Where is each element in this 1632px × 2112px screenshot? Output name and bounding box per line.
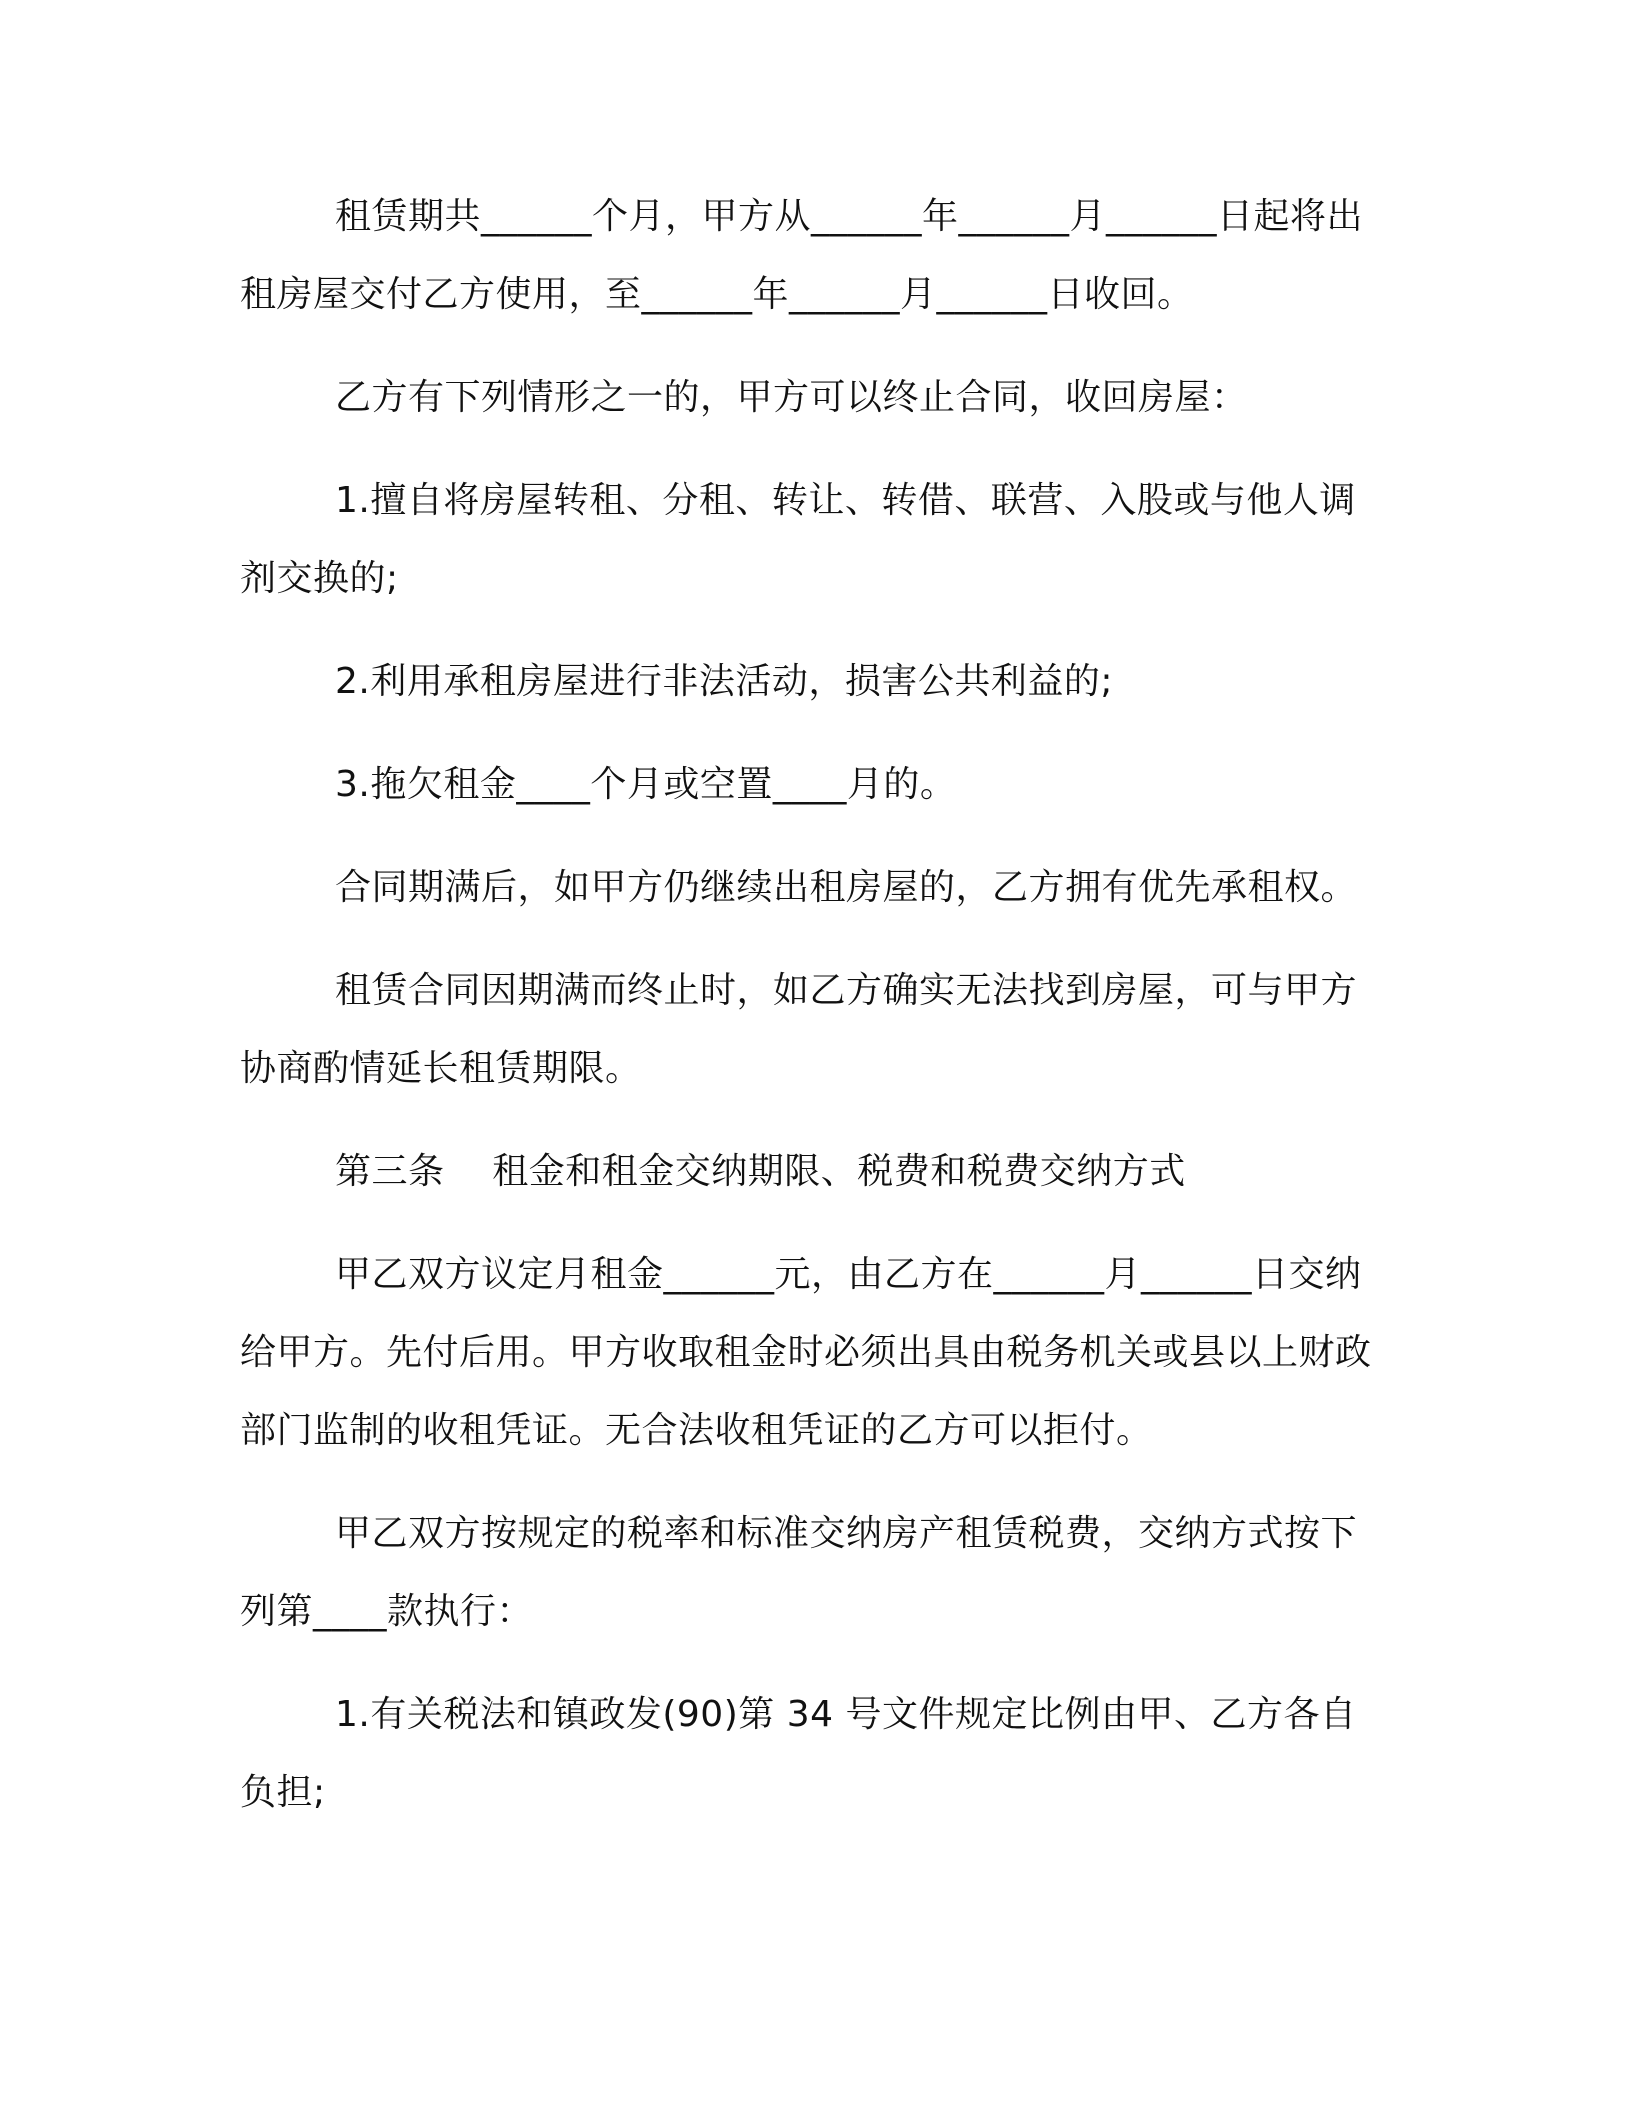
paragraph-termination-conditions: 乙方有下列情形之一的，甲方可以终止合同，收回房屋：: [335, 377, 1248, 418]
paragraph-condition-1: 1.擅自将房屋转租、分租、转让、转借、联营、入股或与他人调剂交换的;: [240, 480, 1356, 599]
paragraph-lease-term: 租赁期共______个月，甲方从______年______月______日起将出租房屋交付乙方使用，至______年______月______日收回。: [240, 196, 1364, 315]
document-page: [240, 178, 1380, 1857]
paragraph-tax-payment: 甲乙双方按规定的税率和标准交纳房产租赁税费，交纳方式按下列第____款执行：: [240, 1513, 1358, 1632]
section-heading-article-3: 第三条 租金和租金交纳期限、税费和税费交纳方式: [335, 1151, 1186, 1192]
paragraph-priority-right: 合同期满后，如甲方仍继续出租房屋的，乙方拥有优先承租权。: [335, 867, 1358, 908]
paragraph-monthly-rent: 甲乙双方议定月租金______元，由乙方在______月______日交纳给甲方。先付后用。甲方收取租金时必须出具由税务机关或县以上财政部门监制的收租凭证。无合法收租凭证的乙方可以拒付。: [240, 1254, 1372, 1451]
paragraph-condition-2: 2.利用承租房屋进行非法活动，损害公共利益的;: [335, 661, 1113, 702]
paragraph-extension: 租赁合同因期满而终止时，如乙方确实无法找到房屋，可与甲方协商酌情延长租赁期限。: [240, 970, 1358, 1089]
paragraph-tax-option-1: 1.有关税法和镇政发(90)第 34 号文件规定比例由甲、乙方各自负担;: [240, 1694, 1357, 1813]
paragraph-condition-3: 3.拖欠租金____个月或空置____月的。: [335, 764, 957, 805]
